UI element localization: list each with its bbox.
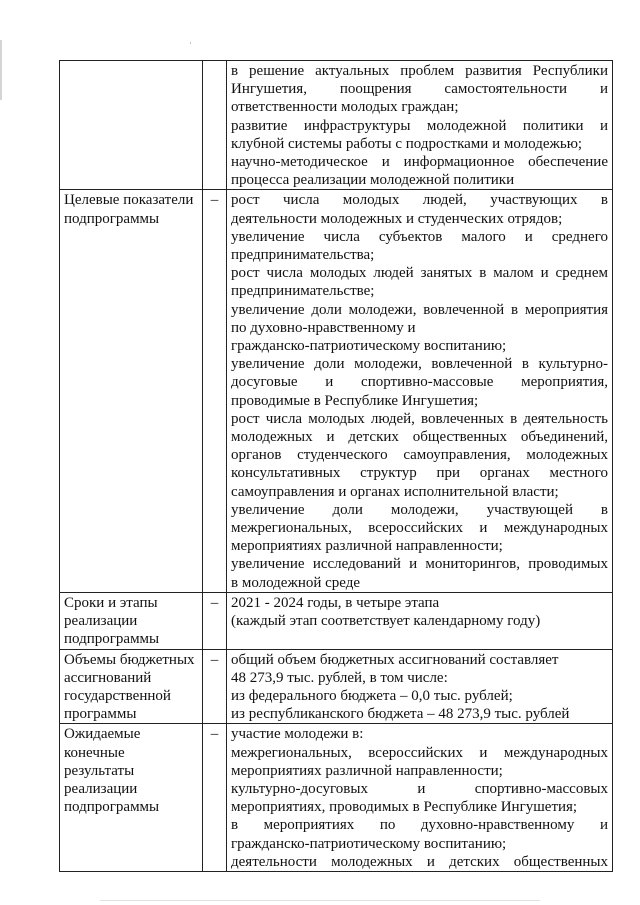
- content-line: Ингушетия, поощрения самостоятельности и: [231, 81, 608, 98]
- table-row: [60, 61, 613, 190]
- content-line: в молодежной среде: [231, 574, 361, 591]
- row-dash: [203, 61, 227, 190]
- row-content: [227, 649, 613, 724]
- content-line: межрегиональных, всероссийских и международных: [231, 520, 608, 537]
- content-line: молодежных и детских общественных объединений,: [231, 429, 608, 446]
- content-line: консультативных структур при органах местного: [231, 465, 608, 482]
- content-line: по духовно-нравственному и: [231, 319, 416, 336]
- content-line: культурно-досуговых и спортивно-массовых: [231, 780, 608, 797]
- content-line: увеличение числа субъектов малого и среднего: [231, 228, 608, 245]
- table-row: [60, 649, 613, 724]
- content-line: мероприятиях, проводимых в Республике Ингушетия;: [231, 799, 578, 816]
- scan-artifact: [190, 42, 191, 44]
- content-line: из федерального бюджета – 0,0 тыс. рублей;: [231, 687, 513, 704]
- row-content: [227, 61, 613, 190]
- content-line: увеличение доли молодежи, вовлеченной в культурно-: [231, 356, 608, 373]
- row-dash: –: [203, 724, 227, 872]
- content-line: увеличение исследований и мониторингов, проводимых: [231, 556, 608, 573]
- row-label: Объемы бюджетных ассигнований государственной программы: [60, 649, 203, 724]
- row-content: [227, 724, 613, 872]
- table-row: [60, 592, 613, 649]
- content-line: в решение актуальных проблем развития Республики: [231, 63, 608, 79]
- content-line: гражданско-патриотическому воспитанию;: [231, 835, 507, 852]
- content-line: предпринимательстве;: [231, 283, 375, 300]
- row-content: [227, 592, 613, 649]
- content-line: научно-методическое и информационное обеспечение: [231, 154, 608, 171]
- content-line: процесса реализации молодежной политики: [231, 172, 515, 189]
- content-line: рост числа молодых людей, вовлеченных в деятельность: [231, 410, 608, 427]
- content-line: досуговые и спортивно-массовые мероприятия,: [231, 374, 608, 391]
- content-line: мероприятиях различной направленности;: [231, 762, 503, 779]
- content-line: 48 273,9 тыс. рублей, в том числе:: [231, 669, 448, 686]
- content-line: развитие инфраструктуры молодежной политики и: [231, 117, 608, 134]
- content-line: увеличение доли молодежи, участвующей в: [231, 501, 608, 518]
- content-line: увеличение доли молодежи, вовлеченной в мероприятия: [231, 301, 608, 318]
- content-line: предпринимательства;: [231, 247, 375, 264]
- content-line: деятельности молодежных и детских общественных: [231, 853, 608, 870]
- content-line: деятельности молодежных и студенческих отрядов;: [231, 210, 563, 227]
- content-line: межрегиональных, всероссийских и международных: [231, 744, 608, 761]
- row-content: [227, 190, 613, 592]
- content-line: гражданско-патриотическому воспитанию;: [231, 338, 507, 355]
- content-line: органов студенческого самоуправления, молодежных: [231, 447, 608, 464]
- content-line: самоуправления и органах исполнительной власти;: [231, 483, 559, 500]
- content-line: мероприятиях различной направленности;: [231, 538, 503, 555]
- content-line: ответственности молодых граждан;: [231, 99, 459, 116]
- content-line: клубной системы работы с подростками и молодежью;: [231, 135, 583, 152]
- row-label: Сроки и этапы реализации подпрограммы: [60, 592, 203, 649]
- row-dash: –: [203, 649, 227, 724]
- content-line: (каждый этап соответствует календарному году): [231, 613, 541, 630]
- content-line: рост числа молодых людей, участвующих в: [231, 192, 608, 209]
- table-row: [60, 190, 613, 592]
- content-line: рост числа молодых людей занятых в малом и среднем: [231, 265, 608, 282]
- row-label: Ожидаемые конечные результаты реализации подпрограммы: [60, 724, 203, 872]
- row-label: [60, 61, 203, 190]
- content-line: общий объем бюджетных ассигнований составляет: [231, 651, 559, 668]
- content-line: проводимые в Республике Ингушетия;: [231, 392, 479, 409]
- row-label: Целевые показатели подпрограммы: [60, 190, 203, 592]
- content-line: участие молодежи в:: [231, 726, 364, 743]
- subprogram-passport-table: [59, 60, 613, 872]
- row-dash: –: [203, 190, 227, 592]
- table-row: [60, 724, 613, 872]
- content-line: из республиканского бюджета – 48 273,9 тыс. рублей: [231, 706, 570, 723]
- content-line: в мероприятиях по духовно-нравственному и: [231, 817, 608, 834]
- row-dash: –: [203, 592, 227, 649]
- content-line: 2021 - 2024 годы, в четыре этапа: [231, 594, 440, 611]
- scan-artifact: [100, 900, 540, 901]
- scan-artifact: [0, 40, 2, 100]
